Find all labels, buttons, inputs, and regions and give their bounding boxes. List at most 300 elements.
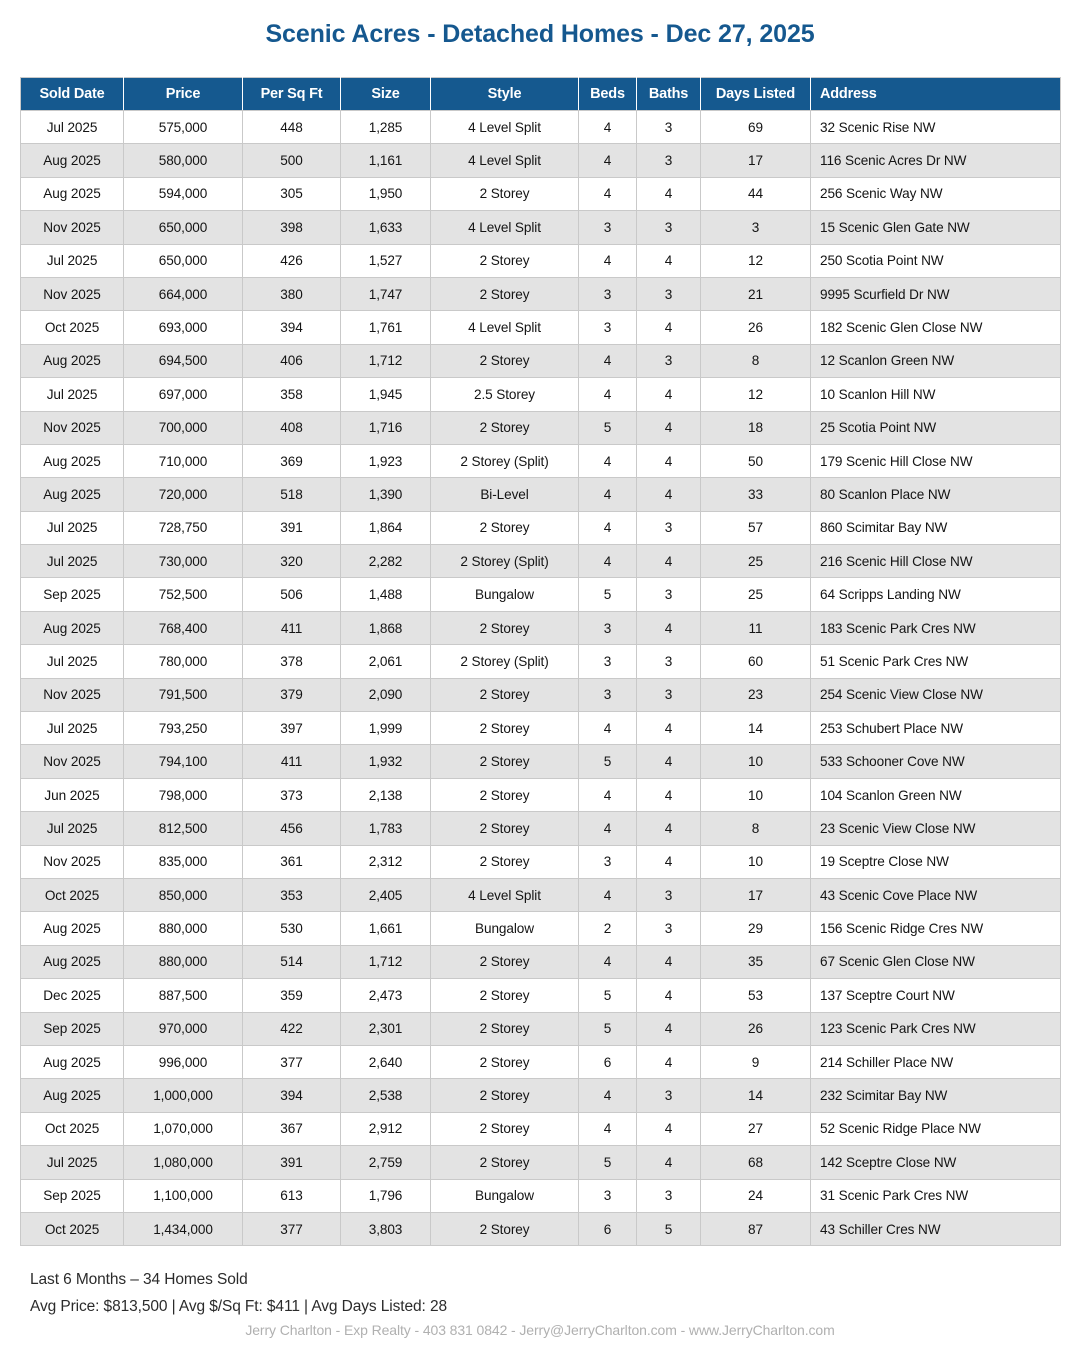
cell-size: 2,538 [341,1079,431,1112]
cell-size: 1,390 [341,478,431,511]
cell-baths: 3 [637,878,701,911]
cell-size: 1,945 [341,378,431,411]
cell-address: 253 Schubert Place NW [811,712,1061,745]
cell-per-sq-ft: 411 [243,611,341,644]
cell-size: 1,285 [341,111,431,144]
footer-credit: Jerry Charlton - Exp Realty - 403 831 0842 - Jerry@JerryCharlton.com - www.JerryCharlton.com [245,1322,835,1338]
cell-baths: 4 [637,444,701,477]
cell-sold-date: Jul 2025 [21,511,124,544]
table-row[interactable] [21,378,1061,411]
cell-baths: 4 [637,979,701,1012]
cell-sold-date: Nov 2025 [21,211,124,244]
cell-style: 4 Level Split [431,311,579,344]
cell-size: 1,868 [341,611,431,644]
cell-sold-date: Oct 2025 [21,878,124,911]
cell-days-listed: 87 [701,1212,811,1245]
table-row[interactable] [21,1112,1061,1145]
cell-price: 710,000 [124,444,243,477]
cell-style: Bungalow [431,912,579,945]
cell-address: 43 Schiller Cres NW [811,1212,1061,1245]
cell-price: 768,400 [124,611,243,644]
cell-price: 812,500 [124,812,243,845]
cell-beds: 4 [579,444,637,477]
cell-beds: 4 [579,378,637,411]
cell-per-sq-ft: 391 [243,1146,341,1179]
cell-beds: 5 [579,411,637,444]
cell-beds: 3 [579,211,637,244]
cell-address: 137 Sceptre Court NW [811,979,1061,1012]
cell-per-sq-ft: 426 [243,244,341,277]
cell-days-listed: 8 [701,344,811,377]
cell-days-listed: 23 [701,678,811,711]
cell-style: 4 Level Split [431,144,579,177]
cell-sold-date: Jul 2025 [21,645,124,678]
table-row[interactable] [21,311,1061,344]
cell-per-sq-ft: 500 [243,144,341,177]
cell-address: 254 Scenic View Close NW [811,678,1061,711]
table-row[interactable] [21,578,1061,611]
cell-days-listed: 53 [701,979,811,1012]
cell-size: 1,661 [341,912,431,945]
cell-size: 2,312 [341,845,431,878]
cell-days-listed: 18 [701,411,811,444]
cell-days-listed: 26 [701,1012,811,1045]
table-row[interactable] [21,878,1061,911]
cell-baths: 4 [637,1146,701,1179]
cell-per-sq-ft: 518 [243,478,341,511]
cell-sold-date: Dec 2025 [21,979,124,1012]
cell-size: 2,061 [341,645,431,678]
cell-days-listed: 68 [701,1146,811,1179]
page-title: Scenic Acres - Detached Homes - Dec 27, 2025 [265,20,815,48]
cell-size: 1,932 [341,745,431,778]
cell-price: 697,000 [124,378,243,411]
cell-address: 80 Scanlon Place NW [811,478,1061,511]
cell-baths: 4 [637,611,701,644]
cell-days-listed: 10 [701,778,811,811]
cell-beds: 5 [579,1012,637,1045]
cell-per-sq-ft: 514 [243,945,341,978]
cell-style: Bungalow [431,1179,579,1212]
cell-address: 67 Scenic Glen Close NW [811,945,1061,978]
cell-price: 794,100 [124,745,243,778]
cell-price: 798,000 [124,778,243,811]
cell-days-listed: 10 [701,845,811,878]
cell-address: 123 Scenic Park Cres NW [811,1012,1061,1045]
cell-beds: 3 [579,845,637,878]
column-header-baths[interactable]: Baths [637,78,701,111]
table-row[interactable] [21,444,1061,477]
cell-baths: 5 [637,1212,701,1245]
cell-sold-date: Nov 2025 [21,277,124,310]
cell-size: 2,912 [341,1112,431,1145]
cell-days-listed: 17 [701,878,811,911]
cell-price: 887,500 [124,979,243,1012]
cell-beds: 6 [579,1212,637,1245]
table-row[interactable] [21,611,1061,644]
cell-size: 2,282 [341,545,431,578]
column-header-beds[interactable]: Beds [579,78,637,111]
cell-sold-date: Nov 2025 [21,411,124,444]
cell-size: 1,488 [341,578,431,611]
cell-style: 2 Storey [431,1212,579,1245]
cell-sold-date: Sep 2025 [21,1012,124,1045]
cell-style: 2 Storey [431,1012,579,1045]
cell-baths: 4 [637,845,701,878]
cell-beds: 4 [579,945,637,978]
cell-beds: 5 [579,979,637,1012]
cell-baths: 4 [637,545,701,578]
cell-sold-date: Sep 2025 [21,578,124,611]
cell-beds: 3 [579,678,637,711]
cell-style: 4 Level Split [431,878,579,911]
cell-beds: 4 [579,545,637,578]
table-row[interactable] [21,211,1061,244]
table-row[interactable] [21,745,1061,778]
cell-address: 156 Scenic Ridge Cres NW [811,912,1061,945]
cell-baths: 3 [637,645,701,678]
table-row[interactable] [21,678,1061,711]
cell-style: 2 Storey [431,1146,579,1179]
table-body [21,111,1061,1246]
cell-price: 1,080,000 [124,1146,243,1179]
cell-baths: 4 [637,478,701,511]
table-row[interactable] [21,1212,1061,1245]
column-header-size[interactable]: Size [341,78,431,111]
cell-price: 650,000 [124,244,243,277]
cell-style: 2 Storey [431,979,579,1012]
cell-per-sq-ft: 377 [243,1045,341,1078]
cell-address: 10 Scanlon Hill NW [811,378,1061,411]
cell-price: 791,500 [124,678,243,711]
cell-size: 1,761 [341,311,431,344]
cell-style: 2 Storey [431,1112,579,1145]
cell-per-sq-ft: 397 [243,712,341,745]
cell-per-sq-ft: 394 [243,311,341,344]
cell-days-listed: 14 [701,712,811,745]
table-row[interactable] [21,411,1061,444]
table-header-row [21,78,1061,111]
cell-style: 2 Storey [431,411,579,444]
summary-block [30,1266,1080,1320]
cell-address: 256 Scenic Way NW [811,177,1061,210]
cell-size: 1,783 [341,812,431,845]
cell-per-sq-ft: 367 [243,1112,341,1145]
cell-beds: 5 [579,745,637,778]
cell-size: 1,923 [341,444,431,477]
cell-style: 2 Storey [431,511,579,544]
cell-price: 835,000 [124,845,243,878]
cell-per-sq-ft: 380 [243,277,341,310]
cell-beds: 3 [579,277,637,310]
cell-per-sq-ft: 394 [243,1079,341,1112]
cell-baths: 3 [637,144,701,177]
cell-size: 2,473 [341,979,431,1012]
cell-price: 1,000,000 [124,1079,243,1112]
cell-beds: 4 [579,778,637,811]
cell-beds: 4 [579,878,637,911]
table-row[interactable] [21,344,1061,377]
column-header-per-sq-ft[interactable]: Per Sq Ft [243,78,341,111]
cell-price: 752,500 [124,578,243,611]
cell-sold-date: Jul 2025 [21,1146,124,1179]
cell-price: 793,250 [124,712,243,745]
cell-beds: 4 [579,1112,637,1145]
cell-address: 23 Scenic View Close NW [811,812,1061,845]
cell-size: 1,950 [341,177,431,210]
table-row[interactable] [21,912,1061,945]
table-row[interactable] [21,111,1061,144]
cell-days-listed: 3 [701,211,811,244]
cell-days-listed: 25 [701,545,811,578]
cell-address: 51 Scenic Park Cres NW [811,645,1061,678]
cell-sold-date: Aug 2025 [21,912,124,945]
cell-price: 780,000 [124,645,243,678]
cell-address: 12 Scanlon Green NW [811,344,1061,377]
cell-per-sq-ft: 408 [243,411,341,444]
cell-sold-date: Nov 2025 [21,845,124,878]
cell-baths: 3 [637,511,701,544]
cell-beds: 3 [579,645,637,678]
cell-address: 19 Sceptre Close NW [811,845,1061,878]
column-header-sold-date[interactable]: Sold Date [21,78,124,111]
cell-style: 2.5 Storey [431,378,579,411]
cell-baths: 4 [637,1012,701,1045]
cell-size: 2,405 [341,878,431,911]
cell-price: 1,070,000 [124,1112,243,1145]
column-header-days-listed[interactable]: Days Listed [701,78,811,111]
cell-address: 31 Scenic Park Cres NW [811,1179,1061,1212]
table-row[interactable] [21,812,1061,845]
cell-baths: 4 [637,411,701,444]
cell-baths: 4 [637,812,701,845]
cell-per-sq-ft: 448 [243,111,341,144]
cell-baths: 3 [637,1179,701,1212]
cell-baths: 3 [637,578,701,611]
cell-price: 730,000 [124,545,243,578]
cell-style: 2 Storey [431,945,579,978]
cell-style: 4 Level Split [431,211,579,244]
cell-days-listed: 25 [701,578,811,611]
cell-beds: 4 [579,478,637,511]
cell-size: 1,712 [341,344,431,377]
cell-address: 533 Schooner Cove NW [811,745,1061,778]
cell-style: Bungalow [431,578,579,611]
cell-days-listed: 12 [701,244,811,277]
table-row[interactable] [21,1079,1061,1112]
cell-style: 2 Storey [431,277,579,310]
cell-style: 2 Storey [431,1045,579,1078]
cell-address: 32 Scenic Rise NW [811,111,1061,144]
table-row[interactable] [21,945,1061,978]
cell-style: 2 Storey [431,678,579,711]
summary-averages: Avg Price: $813,500 | Avg $/Sq Ft: $411 | Avg Days Listed: 28 [30,1298,447,1316]
table-row[interactable] [21,778,1061,811]
cell-baths: 4 [637,945,701,978]
cell-size: 2,640 [341,1045,431,1078]
cell-sold-date: Oct 2025 [21,311,124,344]
cell-per-sq-ft: 411 [243,745,341,778]
cell-per-sq-ft: 456 [243,812,341,845]
cell-per-sq-ft: 613 [243,1179,341,1212]
table-row[interactable] [21,244,1061,277]
cell-beds: 4 [579,1079,637,1112]
cell-per-sq-ft: 353 [243,878,341,911]
cell-baths: 3 [637,678,701,711]
table-row[interactable] [21,645,1061,678]
cell-price: 694,500 [124,344,243,377]
cell-per-sq-ft: 391 [243,511,341,544]
cell-days-listed: 33 [701,478,811,511]
cell-address: 15 Scenic Glen Gate NW [811,211,1061,244]
cell-size: 3,803 [341,1212,431,1245]
cell-price: 693,000 [124,311,243,344]
cell-days-listed: 12 [701,378,811,411]
cell-sold-date: Aug 2025 [21,611,124,644]
cell-address: 232 Scimitar Bay NW [811,1079,1061,1112]
table-row[interactable] [21,277,1061,310]
cell-baths: 4 [637,378,701,411]
cell-beds: 4 [579,511,637,544]
cell-baths: 3 [637,912,701,945]
table-row[interactable] [21,1045,1061,1078]
cell-address: 183 Scenic Park Cres NW [811,611,1061,644]
cell-price: 850,000 [124,878,243,911]
cell-baths: 4 [637,745,701,778]
cell-per-sq-ft: 369 [243,444,341,477]
cell-beds: 3 [579,611,637,644]
cell-size: 1,633 [341,211,431,244]
table-row[interactable] [21,712,1061,745]
cell-price: 664,000 [124,277,243,310]
cell-sold-date: Aug 2025 [21,444,124,477]
cell-style: 2 Storey [431,712,579,745]
cell-sold-date: Aug 2025 [21,1079,124,1112]
cell-beds: 5 [579,578,637,611]
table-row[interactable] [21,1146,1061,1179]
cell-style: 2 Storey [431,611,579,644]
cell-days-listed: 9 [701,1045,811,1078]
cell-sold-date: Jul 2025 [21,545,124,578]
cell-per-sq-ft: 422 [243,1012,341,1045]
cell-baths: 4 [637,1112,701,1145]
cell-style: 2 Storey [431,177,579,210]
cell-days-listed: 24 [701,1179,811,1212]
cell-beds: 3 [579,1179,637,1212]
cell-beds: 4 [579,344,637,377]
cell-price: 1,100,000 [124,1179,243,1212]
table-row[interactable] [21,545,1061,578]
cell-per-sq-ft: 358 [243,378,341,411]
cell-sold-date: Aug 2025 [21,177,124,210]
cell-per-sq-ft: 361 [243,845,341,878]
cell-price: 728,750 [124,511,243,544]
cell-sold-date: Sep 2025 [21,1179,124,1212]
cell-beds: 4 [579,111,637,144]
cell-baths: 4 [637,1045,701,1078]
cell-beds: 4 [579,144,637,177]
cell-sold-date: Aug 2025 [21,945,124,978]
cell-size: 1,527 [341,244,431,277]
table-row[interactable] [21,845,1061,878]
table-row[interactable] [21,177,1061,210]
cell-style: 2 Storey [431,344,579,377]
cell-sold-date: Jun 2025 [21,778,124,811]
cell-sold-date: Jul 2025 [21,378,124,411]
cell-per-sq-ft: 378 [243,645,341,678]
cell-days-listed: 27 [701,1112,811,1145]
cell-size: 1,712 [341,945,431,978]
column-header-address[interactable]: Address [811,78,1061,111]
cell-sold-date: Oct 2025 [21,1112,124,1145]
cell-days-listed: 26 [701,311,811,344]
cell-per-sq-ft: 359 [243,979,341,1012]
cell-style: 2 Storey [431,244,579,277]
table-row[interactable] [21,144,1061,177]
cell-size: 1,864 [341,511,431,544]
sales-table-container [20,77,1060,1246]
column-header-style[interactable]: Style [431,78,579,111]
table-row[interactable] [21,478,1061,511]
cell-per-sq-ft: 379 [243,678,341,711]
cell-price: 720,000 [124,478,243,511]
cell-baths: 3 [637,277,701,310]
cell-price: 594,000 [124,177,243,210]
cell-style: 2 Storey (Split) [431,645,579,678]
cell-price: 580,000 [124,144,243,177]
cell-sold-date: Jul 2025 [21,712,124,745]
cell-per-sq-ft: 305 [243,177,341,210]
table-header [21,78,1061,111]
cell-per-sq-ft: 398 [243,211,341,244]
home-sales-table [20,77,1061,1246]
cell-per-sq-ft: 320 [243,545,341,578]
cell-beds: 4 [579,244,637,277]
cell-size: 1,716 [341,411,431,444]
cell-address: 214 Schiller Place NW [811,1045,1061,1078]
table-row[interactable] [21,511,1061,544]
table-row[interactable] [21,1012,1061,1045]
cell-days-listed: 29 [701,912,811,945]
cell-style: Bi-Level [431,478,579,511]
cell-size: 2,301 [341,1012,431,1045]
cell-sold-date: Aug 2025 [21,144,124,177]
table-row[interactable] [21,1179,1061,1212]
cell-address: 250 Scotia Point NW [811,244,1061,277]
cell-price: 700,000 [124,411,243,444]
cell-price: 996,000 [124,1045,243,1078]
cell-style: 2 Storey [431,812,579,845]
column-header-price[interactable]: Price [124,78,243,111]
cell-per-sq-ft: 406 [243,344,341,377]
cell-beds: 6 [579,1045,637,1078]
cell-baths: 3 [637,1079,701,1112]
cell-size: 1,161 [341,144,431,177]
cell-address: 179 Scenic Hill Close NW [811,444,1061,477]
cell-baths: 3 [637,344,701,377]
cell-price: 880,000 [124,912,243,945]
cell-style: 2 Storey [431,1079,579,1112]
summary-homes-sold: Last 6 Months – 34 Homes Sold [30,1271,248,1289]
cell-days-listed: 14 [701,1079,811,1112]
cell-sold-date: Aug 2025 [21,344,124,377]
cell-style: 4 Level Split [431,111,579,144]
cell-days-listed: 35 [701,945,811,978]
table-row[interactable] [21,979,1061,1012]
cell-days-listed: 44 [701,177,811,210]
cell-price: 880,000 [124,945,243,978]
cell-per-sq-ft: 506 [243,578,341,611]
